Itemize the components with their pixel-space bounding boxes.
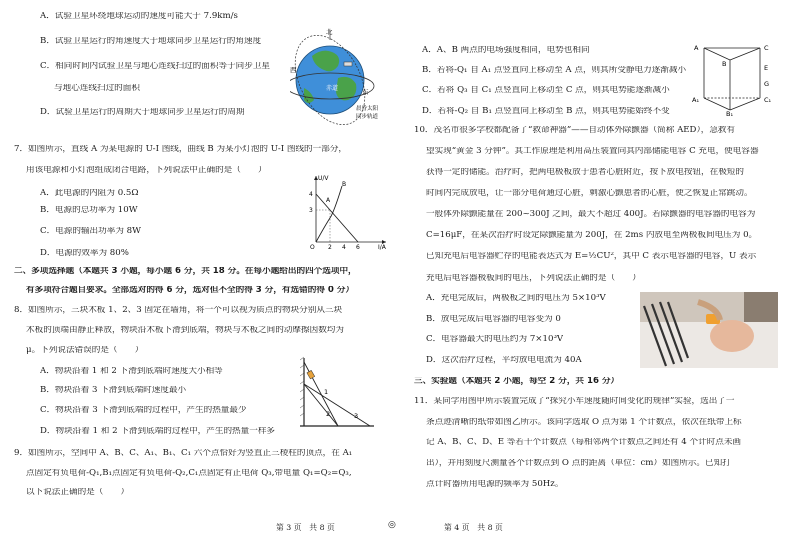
q10-option-d: D．这次治疗过程，平均放电电流为 40A [426, 356, 582, 365]
q7-option-b: B．电源的总功率为 10W [40, 206, 138, 215]
tick-y-4: 4 [309, 191, 313, 198]
q7-option-d: D．电源的效率为 80% [40, 249, 129, 258]
q10-option-b: B．放电完成后电容器的电容变为 0 [426, 315, 561, 324]
q8-option-c: C．物块沿着 3 下滑到底端的过程中，产生的热量最少 [40, 406, 247, 415]
label-line-a: A [326, 197, 331, 204]
label-a: A [694, 44, 699, 52]
satellite-icon [344, 62, 352, 66]
q8-stem-2: 木板的顶端由静止释放，物块沿木板下滑到底端，物块与木板之间的动摩擦因数均为 [26, 326, 344, 335]
label-board-3: 3 [354, 412, 359, 420]
q10-stem-5: 一般体外除颤能量在 200~300J 之间，最大不超过 400J。若除颤器的电容器的电容为 [426, 210, 756, 219]
background-object [744, 292, 778, 322]
q10-stem-8: 充电后电容器极板间的电压，下列说法正确的是（ ） [426, 274, 641, 283]
tick-x-2: 2 [328, 244, 332, 250]
edge-a1b1 [704, 98, 730, 110]
q8-option-a: A．物块沿着 1 和 2 下滑到底端时速度大小相等 [40, 367, 223, 376]
q10-stem-6: C=16μF，在某次治疗时设定除颤能量为 200J，在 2ms 内放电至两极板间电压为 0。 [426, 231, 758, 240]
q6-option-c: C．相同时间内试验卫星与地心连线扫过的面积等于同步卫星 [40, 62, 271, 71]
label-origin: O [310, 244, 315, 250]
q6-option-d: D．试验卫星运行的周期大于地球同步卫星运行的周期 [40, 108, 245, 117]
q11-stem-1: 11．某同学用图甲所示装置完成了“探究小车速度随时间变化的规律”实验，选出了一 [414, 397, 735, 406]
wall-hatching [300, 357, 304, 416]
q7-option-c: C．电源的输出功率为 8W [40, 227, 141, 236]
q11-stem-4: 出），并用刻度尺测量各个计数点到 O 点的距离（单位：cm）如图所示。已知打 [426, 459, 731, 468]
label-north: 北 [326, 28, 333, 36]
label-b1: B₁ [726, 110, 734, 116]
q9-stem-3: 以下说法正确的是（ ） [26, 488, 130, 497]
label-x-axis: I/A [378, 244, 386, 250]
label-b: B [722, 60, 727, 68]
prism-figure [690, 40, 778, 116]
q9-option-c: C．若将 Q₃ 自 C₁ 点竖直向上移动至 C 点，则其电势能逐渐减小 [422, 86, 670, 95]
page-number-left: 第 3 页 共 8 页 [276, 523, 335, 532]
label-equator: 赤道 [326, 85, 339, 92]
aed-treatment-photo [640, 292, 778, 368]
q10-stem-7: 已知充电后电容器贮存的电能表达式为 E=½CU²，其中 C 表示电容器的电容，U 表示 [426, 252, 757, 261]
board-2 [304, 384, 338, 426]
edge-ab [704, 48, 730, 60]
q9-stem-1: 9．如图所示，空间中 A、B、C、A₁、B₁、C₁ 六个点恰好为竖直正三棱柱的顶点，在 A₁ [14, 449, 353, 458]
edge-b1c1 [730, 98, 760, 110]
q8-stem-1: 8．如图所示，三块木板 1、2、3 固定在墙角，将一个可以视为质点的物块分别从三块 [14, 306, 343, 315]
label-west: 西 [290, 66, 297, 74]
satellite-orbit-figure [290, 26, 386, 132]
tick-x-6: 6 [356, 244, 360, 250]
label-curve-b: B [342, 181, 347, 188]
q9-option-b: B．若将-Q₁ 自 A₁ 点竖直向上移动至 A 点，则其所受静电力逐渐减小 [422, 66, 687, 75]
page-number-right: 第 4 页 共 8 页 [444, 523, 503, 532]
q6-option-b: B．试验卫星运行的角速度大于地球同步卫星运行的角速度 [40, 37, 262, 46]
legend-sync-orbit: 同步轨道 [356, 114, 379, 120]
q10-stem-3: 获得一定的储能。治疗时，把两电极板放于患者心脏附近，按下放电按钮，在极短的 [426, 168, 744, 177]
curve-b [316, 186, 342, 242]
q10-option-a: A．充电完成后，两极板之间的电压为 5×10³V [426, 294, 606, 303]
section-3-heading: 三、实验题（本题共 2 小题，每空 2 分，共 16 分） [414, 377, 620, 386]
tick-x-4: 4 [342, 244, 346, 250]
legend-terminator: 晨昏太阳 [356, 106, 379, 112]
label-board-1: 1 [324, 388, 329, 396]
label-y-axis: U/V [318, 175, 329, 182]
q7-stem-1: 7．如图所示，直线 A 为某电源的 U-I 图线，曲线 B 为某小灯泡的 U-I 图线的一部分， [14, 145, 348, 154]
q9-stem-2: 点固定有负电荷-Q₁,B₁点固定有负电荷-Q₂,C₁点固定有正电荷 Q₃,带电量 Q₁=Q₂=Q₃, [26, 469, 352, 478]
q11-stem-2: 条点迹清晰的纸带如图乙所示。该同学选取 O 点为第 1 个计数点，依次在纸带上标 [426, 418, 742, 427]
label-e: E [764, 64, 769, 72]
q10-stem-4: 时间内完成放电，让一部分电荷通过心脏，刺激心颤患者的心脏，使之恢复正常跳动。 [426, 189, 753, 198]
board-3 [304, 384, 370, 426]
label-board-2: 2 [326, 410, 331, 418]
q6-option-a: A．试验卫星环绕地球运动的速度可能大于 7.9km/s [40, 12, 238, 21]
q8-option-d: D．物块沿着 1 和 2 下滑到底端的过程中，产生的热量一样多 [40, 427, 276, 436]
section-2-heading-2: 有多项符合题目要求。全部选对的得 6 分，选对但不全的得 3 分，有选错的得 0 分） [26, 286, 355, 295]
label-g: G [764, 80, 770, 88]
edge-bc [730, 48, 760, 60]
binding-mark: ◎ [388, 520, 396, 530]
tick-y-3: 3 [309, 207, 313, 214]
q9-option-d: D．若将-Q₂ 自 B₁ 点竖直向上移动至 B 点，则其电势能始终不变 [422, 107, 670, 116]
q8-stem-3: μ。下列说法错误的是（ ） [26, 346, 144, 355]
q6-option-c-cont: 与地心连线扫过的面积 [54, 84, 140, 93]
q8-option-b: B．物块沿着 3 下滑到底端时速度最小 [40, 386, 187, 395]
q7-stem-2: 用该电源和小灯泡组成闭合电路，下列说法中正确的是（ ） [26, 166, 267, 175]
left-page [14, 0, 390, 520]
q10-option-c: C．电容器最大的电压约为 7×10³V [426, 335, 564, 344]
label-east: 东 [362, 88, 369, 96]
block [307, 370, 315, 379]
label-c1: C₁ [764, 96, 772, 104]
q10-stem-2: 望实现“黄金 3 分钟”。其工作原理是利用高压装置向其内部储能电容 C 充电，使电容器 [426, 147, 759, 156]
inclined-boards-figure [298, 354, 376, 432]
section-2-heading-1: 二、多项选择题（本题共 3 小题，每小题 6 分，共 18 分。在每小题给出的四个选项中， [14, 267, 357, 276]
aed-photo-illustration [640, 292, 778, 368]
q11-stem-5: 点计时器所用电源的频率为 50Hz。 [426, 480, 564, 489]
label-c: C [764, 44, 769, 52]
right-page [414, 0, 780, 520]
q11-stem-3: 记 A、B、C、D、E 等若干个计数点（每相邻两个计数点之间还有 4 个计时点未画 [426, 438, 742, 447]
u-i-graph [306, 172, 390, 250]
q7-option-a: A．此电源的内阻为 0.5Ω [40, 189, 139, 198]
label-a1: A₁ [692, 96, 700, 104]
q9-option-a: A．A、B 两点的电场强度相同，电势也相同 [422, 46, 590, 55]
patient-face [710, 320, 754, 352]
q10-stem-1: 10．茂名市很多学校都配备了“救命神器”——自动体外除颤器（简称 AED），急救有 [414, 126, 736, 135]
